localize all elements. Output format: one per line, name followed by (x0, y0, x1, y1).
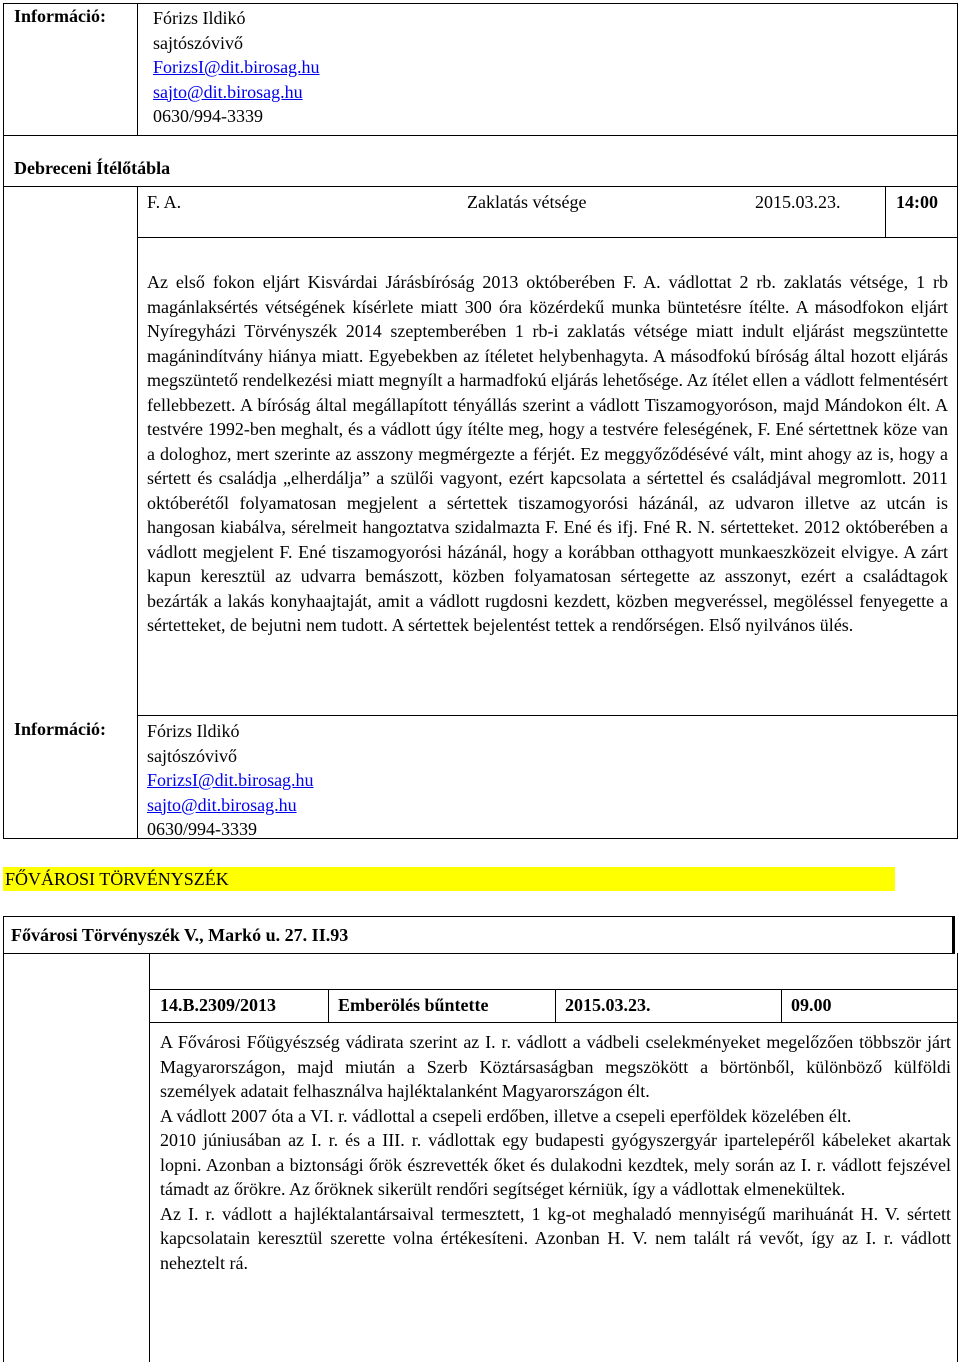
press-email-link[interactable]: sajto@dit.birosag.hu (147, 794, 297, 815)
case-id: F. A. (147, 192, 182, 212)
press-email-link[interactable]: sajto@dit.birosag.hu (153, 81, 303, 102)
case-id: 14.B.2309/2013 (160, 995, 277, 1015)
case-paragraph: 2010 júniusában az I. r. és a III. r. vádlottak egy budapesti gyógyszergyár ipartelepéről kábeleket akartak lopni. Azonban a biztonsági őrök észrevették őket és dulakodni kezdtek, mely során az I. r. vádlott fejszével támadt az őrökre. Az őröknek sikerült rendőri segítséget kérniük, így a vádlottak elmenekültek. (160, 1130, 951, 1199)
contact-info (147, 719, 314, 842)
case-subject: Emberölés bűntette (338, 995, 489, 1015)
email-link[interactable]: ForizsI@dit.birosag.hu (153, 57, 320, 77)
info-label: Információ: (14, 6, 106, 26)
case-paragraph: A Fővárosi Főügyészség vádirata szerint az I. r. vádlott a vádbeli cselekményeket megelőzően többször járt Magyarországon, majd miután a Szerb Köztársaságban megszökött a börtönből, különböző külföldi személyek adatait felhasználva hajléktalanként Magyarországon élt. (160, 1032, 951, 1101)
info-label: Információ: (14, 719, 106, 739)
contact-phone: 0630/994-3339 (147, 819, 257, 839)
case-subject: Zaklatás vétsége (467, 192, 587, 212)
case-description (160, 1030, 951, 1275)
case-description: Az első fokon eljárt Kisvárdai Járásbíróság 2013 októberében F. A. vádlottat 2 rb. zaklatás vétsége, 1 rb magánlaksértés vétségének kísérlete miatt 300 óra közérdekű munka büntetésre ítélte. A másodfokon eljárt Nyíregyházi Törvényszék 2014 szeptemberében 1 rb-i zaklatás vétsége miatt indult eljárást megszüntette magánindítvány hiánya miatt. Egyebekben az ítéletet helybenhagyta. A másodfokú bíróság által hozott eljárás megszüntető rendelkezési miatt megnyílt a harmadfokú eljárás lehetősége. Az ítélet ellen a vádlott felmentésért fellebbezett. A bíróság által megállapított tényállás szerint a vádlott Tiszamogyoróson, majd Mándokon élt. A testvére 1992-ben meghalt, és a vádlott úgy ítélte meg, hogy a testvére feleségének, F. Ené sértettnek köze van a dologhoz, mert szerinte az asszony megmérgezte a férjét. Ez meggyőződésévé vált, mint ahogy az is, hogy a sértett és családja „elherdálja” a szülői vagyont, ezért kapcsolata a sértettel és családjával megromlott. 2011 októberétől folyamatosan megjelent a sértettek tiszamogyorósi házánál, az udvaron illetve az utcán is hangosan kiabálva, sérelmeit hangoztatva szidalmazta F. Ené és ifj. Fné R. N. sértetteket. 2012 októberében a vádlott megjelent F. Ené tiszamogyorósi házánál, hogy a korábban otthagyott munkaeszközeit elvigye. A zárt kapun keresztül az udvarra bemászott, közben folyamatosan sértegette az asszonyt, ezért a családtagok bezárták a lakás konyhaajtaját, amit a vádlott rugdosni kezdett, közben megveréssel, megöléssel fenyegette a sértetteket, de bejutni nem tudott. A sértettek bejelentést tettek a rendőrségen. Első nyilvános ülés. (147, 272, 948, 635)
section-heading: FŐVÁROSI TÖRVÉNYSZÉK (5, 869, 229, 889)
case-paragraph: Az I. r. vádlott a hajléktalantársaival termesztett, 1 kg-ot meghaladó mennyiségű marihuánát H. V. sértett kapcsolatain keresztül szerette volna értékesíteni. Azonban H. V. nem talált rá vevőt, így az I. r. vádlott neheztelt rá. (160, 1203, 951, 1273)
case-time: 09.00 (791, 995, 832, 1015)
court-title: Debreceni Ítélőtábla (14, 158, 171, 178)
case-date: 2015.03.23. (755, 192, 841, 212)
contact-info (153, 6, 320, 129)
case-paragraph: A vádlott 2007 óta a VI. r. vádlottal a csepeli erdőben, illetve a csepeli eperföldek közelében élt. (160, 1105, 852, 1126)
contact-name: Fórizs Ildikó (147, 721, 240, 741)
section-heading-highlight (3, 867, 895, 891)
contact-name: Fórizs Ildikó (153, 8, 246, 28)
email-link[interactable]: ForizsI@dit.birosag.hu (147, 770, 314, 790)
contact-phone: 0630/994-3339 (153, 106, 263, 126)
case-time: 14:00 (896, 192, 938, 212)
court-title: Fővárosi Törvényszék V., Markó u. 27. II.93 (11, 925, 349, 945)
case-date: 2015.03.23. (565, 995, 651, 1015)
contact-role: sajtószóvivő (147, 745, 237, 766)
contact-role: sajtószóvivő (153, 32, 243, 53)
